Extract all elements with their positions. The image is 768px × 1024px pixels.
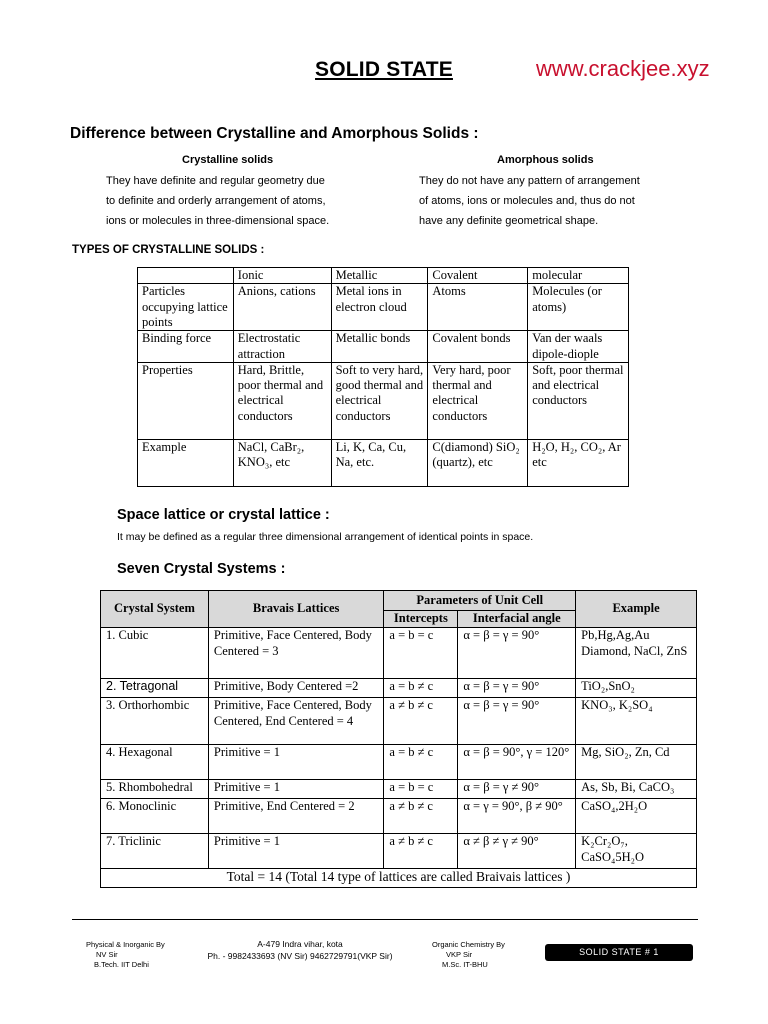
table-row <box>101 780 697 799</box>
table-cell: Electrostatic attraction <box>233 331 331 363</box>
table-cell: Primitive = 1 <box>208 780 384 799</box>
systems-heading: Seven Crystal Systems : <box>117 561 286 577</box>
footer-left-line: B.Tech. IIT Delhi <box>94 960 149 969</box>
table-cell: Primitive = 1 <box>208 745 384 780</box>
table-row <box>138 331 629 363</box>
crystalline-line: They have definite and regular geometry due <box>106 175 325 187</box>
crystalline-line: ions or molecules in three-dimensional space. <box>106 215 330 227</box>
site-url[interactable]: www.crackjee.xyz <box>536 56 710 81</box>
table-cell: a ≠ b ≠ c <box>384 834 458 869</box>
table-row <box>101 679 697 698</box>
table-row <box>101 834 697 869</box>
amorphous-line: of atoms, ions or molecules and, thus do not <box>419 195 635 207</box>
difference-heading: Difference between Crystalline and Amorphous Solids : <box>70 125 479 142</box>
page-title: SOLID STATE <box>315 58 453 81</box>
table-cell: a ≠ b ≠ c <box>384 799 458 834</box>
lattice-text: It may be defined as a regular three dimensional arrangement of identical points in space. <box>117 531 534 543</box>
table-cell: Primitive, Face Centered, Body Centered = 3 <box>208 628 384 679</box>
table-header-cell: Example <box>576 591 697 628</box>
footer-divider <box>72 919 698 920</box>
total-row: Total = 14 (Total 14 type of lattices are called Braivais lattices ) <box>101 869 697 888</box>
table-cell: Hard, Brittle, poor thermal and electrical conductors <box>233 362 331 439</box>
table-cell: Van der waals dipole-diople <box>528 331 629 363</box>
table-cell: Anions, cations <box>233 284 331 331</box>
footer-address: A-479 Indra vihar, kota <box>257 939 343 949</box>
footer-left-line: Physical & Inorganic By <box>86 940 165 949</box>
table-cell <box>138 268 234 284</box>
table-cell: a = b ≠ c <box>384 679 458 698</box>
table-cell: H₂O, H₂, CO₂, Ar etc <box>528 439 629 486</box>
table-cell: As, Sb, Bi, CaCO₃ <box>576 780 697 799</box>
table-cell: Primitive = 1 <box>208 834 384 869</box>
footer-right-line: Organic Chemistry By <box>432 940 505 949</box>
types-table <box>137 267 629 487</box>
table-header-row <box>138 268 629 284</box>
table-cell: Li, K, Ca, Cu, Na, etc. <box>331 439 428 486</box>
table-cell: Example <box>138 439 234 486</box>
table-cell: Binding force <box>138 331 234 363</box>
table-cell: Primitive, Body Centered =2 <box>208 679 384 698</box>
table-cell: NaCl, CaBr₂, KNO₃, etc <box>233 439 331 486</box>
table-cell: a = b = c <box>384 780 458 799</box>
table-cell: Primitive, Face Centered, Body Centered, End Centered = 4 <box>208 698 384 745</box>
table-cell: CaSO₄,2H₂O <box>576 799 697 834</box>
table-cell: KNO₃, K₂SO₄ <box>576 698 697 745</box>
table-cell: Metal ions in electron cloud <box>331 284 428 331</box>
amorphous-line: have any definite geometrical shape. <box>419 215 599 227</box>
table-header-cell: Parameters of Unit Cell <box>384 591 576 611</box>
footer-phone: Ph. - 9982433693 (NV Sir) 9462729791(VKP Sir) <box>207 951 393 961</box>
amorphous-line: They do not have any pattern of arrangement <box>419 175 640 187</box>
table-row <box>101 628 697 679</box>
table-header-cell: Intercepts <box>384 611 458 628</box>
table-cell: α ≠ β ≠ γ ≠ 90° <box>458 834 576 869</box>
table-cell: 5. Rhombohedral <box>101 780 209 799</box>
table-cell: 6. Monoclinic <box>101 799 209 834</box>
table-cell: 7. Triclinic <box>101 834 209 869</box>
table-cell: TiO₂,SnO₂ <box>576 679 697 698</box>
types-heading: TYPES OF CRYSTALLINE SOLIDS : <box>72 244 265 256</box>
table-row <box>101 799 697 834</box>
table-cell: a = b = c <box>384 628 458 679</box>
table-cell: Primitive, End Centered = 2 <box>208 799 384 834</box>
table-cell: Pb,Hg,Ag,Au Diamond, NaCl, ZnS <box>576 628 697 679</box>
table-cell: Covalent bonds <box>428 331 528 363</box>
table-cell: Ionic <box>233 268 331 284</box>
table-cell: Mg, SiO₂, Zn, Cd <box>576 745 697 780</box>
table-cell: a = b ≠ c <box>384 745 458 780</box>
table-header-cell: Bravais Lattices <box>208 591 384 628</box>
table-cell: 2. Tetragonal <box>101 679 209 698</box>
table-cell: α = β = γ ≠ 90° <box>458 780 576 799</box>
table-cell: Particles occupying lattice points <box>138 284 234 331</box>
crystalline-line: to definite and orderly arrangement of atoms, <box>106 195 326 207</box>
table-cell: Properties <box>138 362 234 439</box>
footer-right-line: M.Sc. IT-BHU <box>442 960 488 969</box>
table-cell: C(diamond) SiO₂ (quartz), etc <box>428 439 528 486</box>
footer-right-line: VKP Sir <box>446 950 473 959</box>
page-badge: SOLID STATE # 1 <box>545 944 693 961</box>
lattice-heading: Space lattice or crystal lattice : <box>117 507 330 523</box>
footer-center <box>180 938 420 962</box>
table-header-row <box>101 591 697 611</box>
table-header-cell: Interfacial angle <box>458 611 576 628</box>
footer-left-line: NV Sir <box>96 950 118 959</box>
table-row <box>101 869 697 888</box>
table-cell: α = β = 90°, γ = 120° <box>458 745 576 780</box>
table-cell: 1. Cubic <box>101 628 209 679</box>
amorphous-title: Amorphous solids <box>497 154 594 166</box>
table-row <box>138 362 629 439</box>
table-header-cell: Crystal System <box>101 591 209 628</box>
table-cell: Atoms <box>428 284 528 331</box>
table-cell: 3. Orthorhombic <box>101 698 209 745</box>
table-row <box>101 745 697 780</box>
footer-right <box>432 940 505 970</box>
table-cell: Molecules (or atoms) <box>528 284 629 331</box>
table-cell: Very hard, poor thermal and electrical conductors <box>428 362 528 439</box>
systems-table <box>100 590 697 888</box>
amorphous-text <box>419 171 640 231</box>
table-cell: 4. Hexagonal <box>101 745 209 780</box>
footer-left <box>86 940 165 970</box>
crystalline-title: Crystalline solids <box>182 154 274 166</box>
table-cell: α = β = γ = 90° <box>458 698 576 745</box>
table-cell: K₂Cr₂O₇, CaSO₄5H₂O <box>576 834 697 869</box>
table-cell: α = β = γ = 90° <box>458 628 576 679</box>
table-cell: molecular <box>528 268 629 284</box>
table-cell: α = β = γ = 90° <box>458 679 576 698</box>
table-row <box>138 284 629 331</box>
table-cell: Metallic <box>331 268 428 284</box>
table-cell: a ≠ b ≠ c <box>384 698 458 745</box>
table-row <box>101 698 697 745</box>
table-cell: Soft, poor thermal and electrical conductors <box>528 362 629 439</box>
table-cell: α = γ = 90°, β ≠ 90° <box>458 799 576 834</box>
crystalline-text <box>106 171 329 231</box>
table-cell: Soft to very hard, good thermal and electrical conductors <box>331 362 428 439</box>
table-cell: Covalent <box>428 268 528 284</box>
table-cell: Metallic bonds <box>331 331 428 363</box>
table-row <box>138 439 629 486</box>
